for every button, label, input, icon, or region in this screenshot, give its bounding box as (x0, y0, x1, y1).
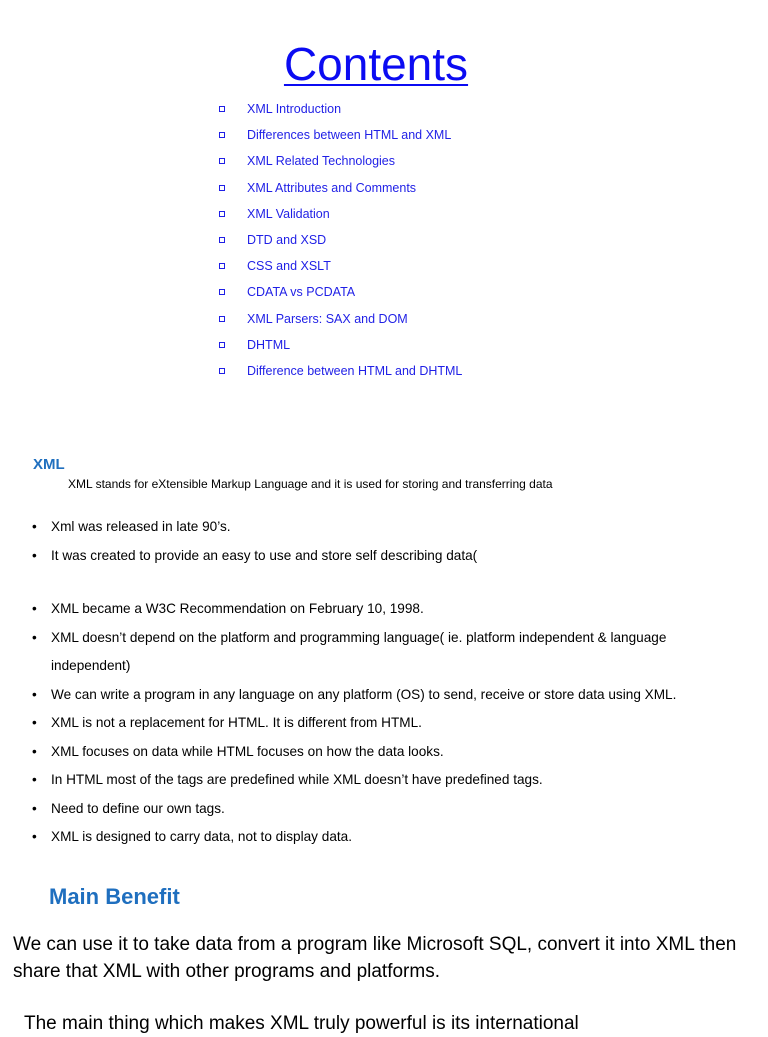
toc-item-label[interactable]: DTD and XSD (247, 233, 327, 248)
toc-item-label[interactable]: XML Parsers: SAX and DOM (247, 311, 408, 326)
square-bullet-icon (219, 132, 225, 138)
toc-item[interactable] (216, 148, 462, 174)
list-item (30, 709, 740, 738)
toc-item-label[interactable]: Difference between HTML and DHTML (247, 363, 463, 378)
list-item-text: Need to define our own tags. (51, 800, 225, 816)
toc-item-label[interactable]: DHTML (247, 337, 291, 352)
bullet-dot-icon: • (32, 800, 37, 816)
toc-item[interactable] (216, 175, 462, 201)
toc-item[interactable] (216, 201, 462, 227)
list-item (30, 795, 740, 824)
toc-item-label[interactable]: CDATA vs PCDATA (247, 285, 356, 300)
toc-item[interactable] (216, 279, 462, 305)
table-of-contents (216, 96, 462, 384)
square-bullet-icon (219, 237, 225, 243)
list-item (30, 681, 740, 710)
list-item (30, 595, 740, 624)
bullet-dot-icon: • (32, 686, 37, 702)
list-item-text: We can write a program in any language on any platform (OS) to send, receive or store data using XML. (51, 686, 677, 702)
list-item (30, 766, 740, 795)
square-bullet-icon (219, 289, 225, 295)
bullet-dot-icon: • (32, 715, 37, 730)
square-bullet-icon (219, 185, 225, 191)
xml-intro-text: XML stands for eXtensible Markup Language and it is used for storing and transferring data (68, 477, 553, 491)
square-bullet-icon (219, 263, 225, 269)
list-item-text: XML doesn’t depend on the platform and programming language( ie. platform independent & language independent) (51, 629, 667, 673)
list-item (30, 513, 740, 542)
toc-item[interactable] (216, 253, 462, 279)
contents-title[interactable]: Contents (283, 38, 469, 90)
square-bullet-icon (219, 158, 225, 164)
toc-item-label[interactable]: XML Validation (247, 206, 330, 221)
square-bullet-icon (219, 342, 225, 348)
list-item (30, 624, 740, 681)
list-item-text: XML focuses on data while HTML focuses on how the data looks. (51, 743, 444, 759)
toc-item-label[interactable]: XML Introduction (247, 102, 342, 117)
square-bullet-icon (219, 368, 225, 374)
truncated-paragraph: The main thing which makes XML truly powerful is its international (24, 1013, 579, 1034)
toc-item-label[interactable]: CSS and XSLT (247, 259, 331, 274)
list-item (30, 542, 740, 571)
main-benefit-paragraph: We can use it to take data from a program like Microsoft SQL, convert it into XML then share that XML with other programs and platforms. (13, 934, 737, 982)
list-item (30, 823, 740, 852)
bullet-dot-icon: • (32, 629, 37, 645)
list-item-text: XML is designed to carry data, not to display data. (51, 829, 352, 844)
xml-bullet-list (30, 513, 740, 852)
list-item-text: XML is not a replacement for HTML. It is different from HTML. (51, 715, 422, 730)
list-item-text: XML became a W3C Recommendation on February 10, 1998. (51, 601, 424, 616)
bullet-dot-icon: • (32, 772, 37, 787)
square-bullet-icon (219, 106, 225, 112)
bullet-dot-icon: • (32, 519, 37, 534)
bullet-dot-icon: • (32, 743, 37, 759)
bullet-dot-icon: • (32, 601, 37, 616)
toc-item[interactable] (216, 227, 462, 253)
toc-item[interactable] (216, 122, 462, 148)
square-bullet-icon (219, 211, 225, 217)
toc-item-label[interactable]: XML Attributes and Comments (247, 180, 417, 195)
toc-item[interactable] (216, 306, 462, 332)
bullet-dot-icon: • (32, 829, 37, 844)
list-item (30, 738, 740, 767)
toc-item[interactable] (216, 332, 462, 358)
main-benefit-heading: Main Benefit (49, 884, 180, 909)
bullet-dot-icon: • (32, 547, 37, 563)
toc-item-label[interactable]: XML Related Technologies (247, 154, 396, 169)
toc-item-label[interactable]: Differences between HTML and XML (247, 128, 452, 143)
list-item-text: In HTML most of the tags are predefined while XML doesn’t have predefined tags. (51, 772, 543, 787)
toc-item[interactable] (216, 96, 462, 122)
square-bullet-icon (219, 316, 225, 322)
list-item-text: Xml was released in late 90’s. (51, 519, 231, 534)
toc-item[interactable] (216, 358, 462, 384)
list-item-text: It was created to provide an easy to use and store self describing data( (51, 547, 478, 563)
xml-section-heading: XML (33, 456, 65, 473)
